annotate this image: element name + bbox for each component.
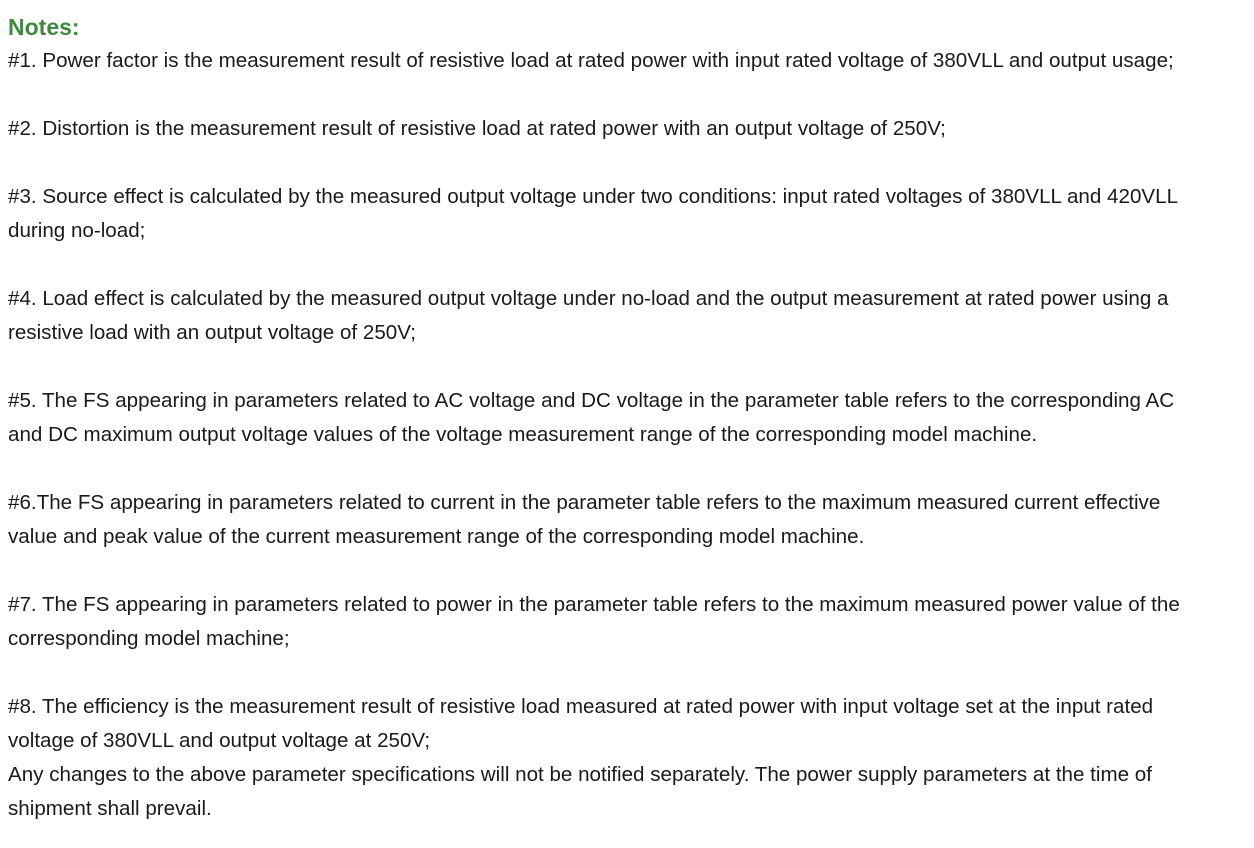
note-3-line-2: during no-load; — [8, 219, 146, 242]
note-3-line-1: #3. Source effect is calculated by the measured output voltage under two conditions: input rated voltages of 380VLL and 420VLL — [8, 185, 1179, 208]
note-7-line-2: corresponding model machine; — [8, 627, 290, 650]
note-1 — [8, 44, 1254, 78]
paragraph-gap — [8, 248, 1254, 282]
note-3 — [8, 180, 1254, 248]
note-8-line-1: #8. The efficiency is the measurement result of resistive load measured at rated power with input voltage set at the input rated — [8, 695, 1154, 718]
note-5 — [8, 384, 1254, 452]
note-8 — [8, 690, 1254, 826]
note-6-line-2: value and peak value of the current measurement range of the corresponding model machine. — [8, 525, 865, 548]
note-5-line-1: #5. The FS appearing in parameters related to AC voltage and DC voltage in the parameter table refers to the corresponding AC — [8, 389, 1175, 412]
disclaimer-line-1: Any changes to the above parameter specifications will not be notified separately. The power supply parameters at the time of — [8, 763, 1152, 786]
note-1-line-1: #1. Power factor is the measurement result of resistive load at rated power with input rated voltage of 380VLL and output usage; — [8, 49, 1174, 72]
paragraph-gap — [8, 350, 1254, 384]
notes-section — [8, 10, 1254, 826]
note-6 — [8, 486, 1254, 554]
paragraph-gap — [8, 656, 1254, 690]
note-2-line-1: #2. Distortion is the measurement result of resistive load at rated power with an output voltage of 250V; — [8, 117, 946, 140]
notes-heading: Notes: — [8, 14, 80, 40]
note-4-line-1: #4. Load effect is calculated by the measured output voltage under no-load and the output measurement at rated power using a — [8, 287, 1169, 310]
note-4 — [8, 282, 1254, 350]
paragraph-gap — [8, 452, 1254, 486]
note-6-line-1: #6.The FS appearing in parameters related to current in the parameter table refers to the maximum measured current effective — [8, 491, 1161, 514]
note-4-line-2: resistive load with an output voltage of 250V; — [8, 321, 416, 344]
note-7-line-1: #7. The FS appearing in parameters related to power in the parameter table refers to the maximum measured power value of the — [8, 593, 1180, 616]
note-2 — [8, 112, 1254, 146]
note-5-line-2: and DC maximum output voltage values of the voltage measurement range of the corresponding model machine. — [8, 423, 1038, 446]
paragraph-gap — [8, 554, 1254, 588]
paragraph-gap — [8, 78, 1254, 112]
note-8-line-2: voltage of 380VLL and output voltage at 250V; — [8, 729, 431, 752]
note-7 — [8, 588, 1254, 656]
disclaimer-line-2: shipment shall prevail. — [8, 797, 212, 820]
paragraph-gap — [8, 146, 1254, 180]
